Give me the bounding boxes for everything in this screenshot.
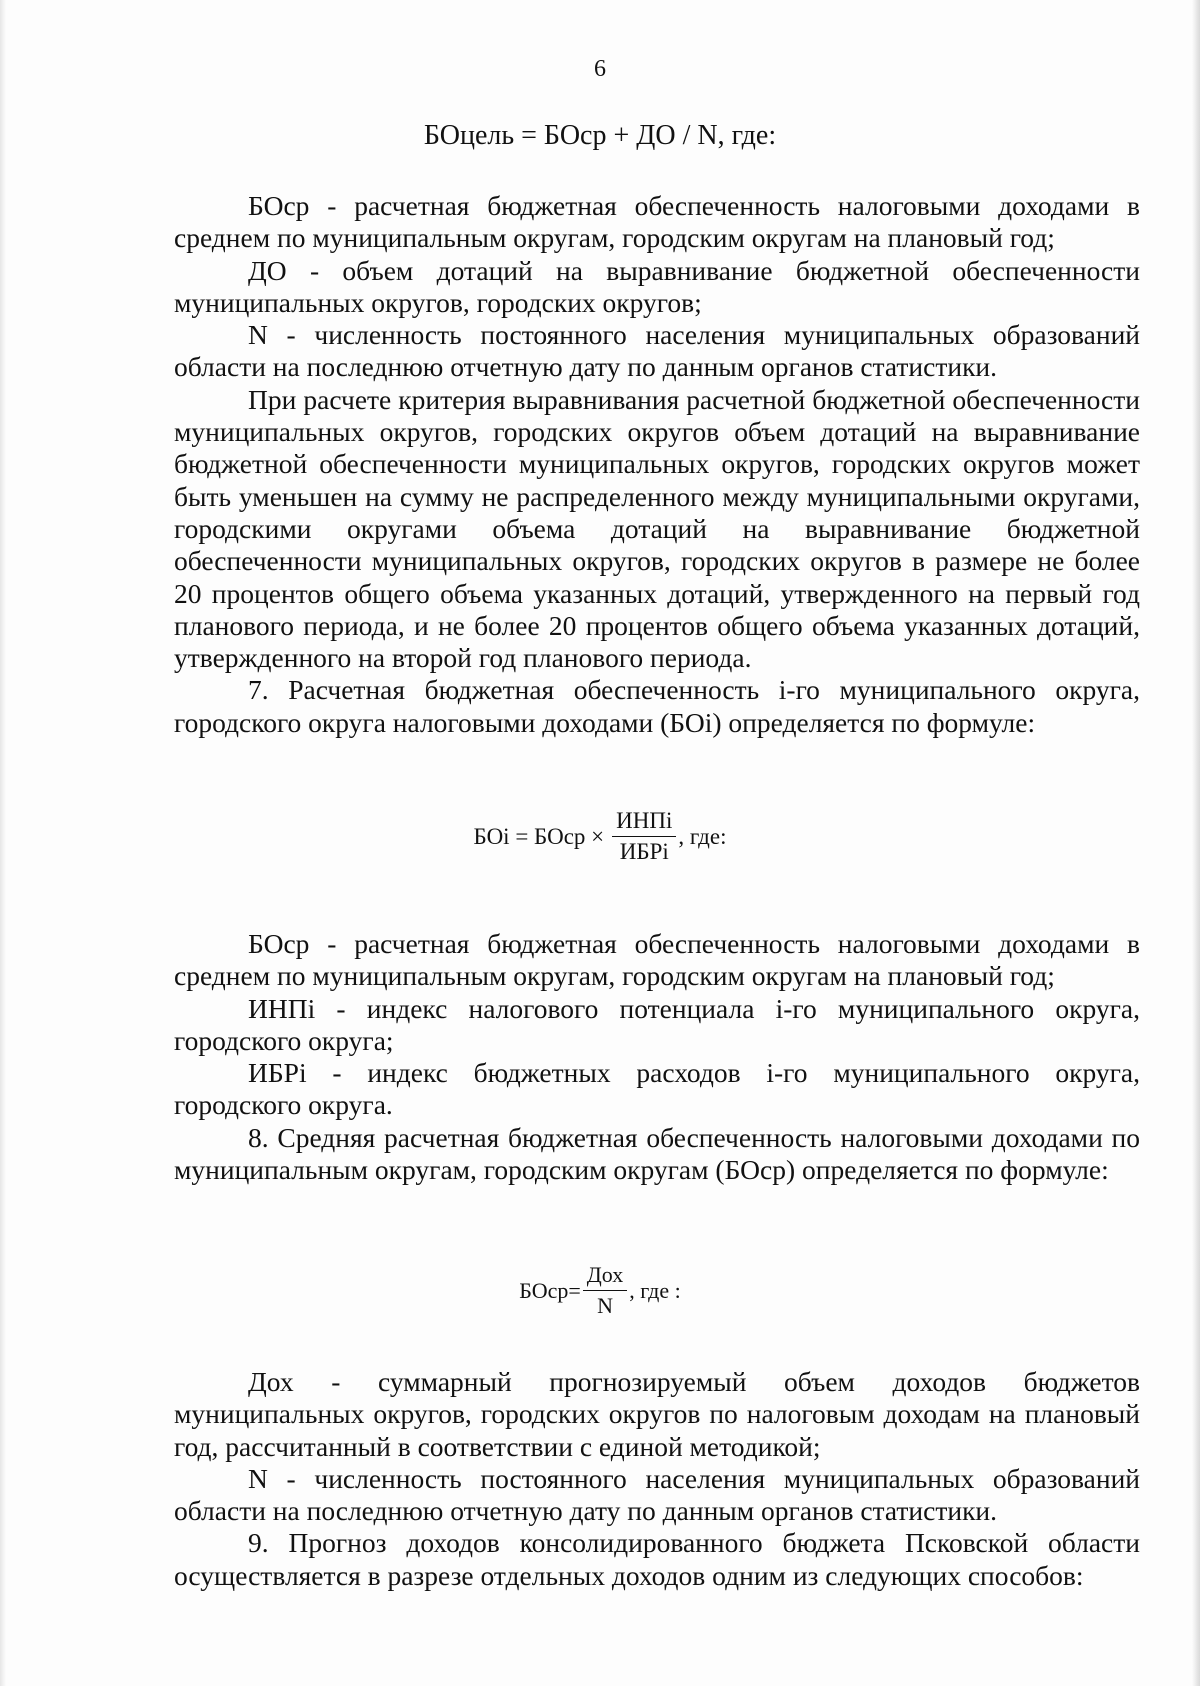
formula-bosr xyxy=(0,1262,1200,1319)
formula-boi xyxy=(0,808,1200,865)
paragraph: Дох - суммарный прогнозируемый объем доходов бюджетов муниципальных округов, городских округов по налоговым доходам на плановый год, рассчитанный в соответствии с единой методикой; xyxy=(174,1366,1140,1462)
paragraph: N - численность постоянного населения муниципальных образований области на последнюю отчетную дату по данным органов статистики. xyxy=(174,319,1140,383)
formula-target-provision-text: БОцель = БОср + ДО / N, где: xyxy=(423,120,777,151)
formula-bosr-left: БОср= xyxy=(519,1277,581,1303)
paragraph: При расчете критерия выравнивания расчетной бюджетной обеспеченности муниципальных округов, городских округов объем дотаций на выравнивание бюджетной обеспеченности муниципальных округов, городских округов может быть уменьшен на сумму не распределенного между муниципальными округами, городскими округами объема дотаций на выравнивание бюджетной обеспеченности муниципальных округов, городских округов в размере не более 20 процентов общего объема указанных дотаций, утвержденного на первый год планового периода, и не более 20 процентов общего объема указанных дотаций, утвержденного на второй год планового периода. xyxy=(174,383,1140,674)
definitions-block-1 xyxy=(174,190,1140,739)
paragraph: БОср - расчетная бюджетная обеспеченность налоговыми доходами в среднем по муниципальным округам, городским округам на плановый год; xyxy=(174,928,1140,992)
paragraph: 7. Расчетная бюджетная обеспеченность i-го муниципального округа, городского округа налоговыми доходами (БОi) определяется по формуле: xyxy=(174,674,1140,738)
formula-boi-left: БОi = БОср × xyxy=(473,823,605,849)
formula-boi-suffix: , где: xyxy=(678,823,727,849)
formula-boi-fraction xyxy=(612,808,676,865)
formula-bosr-numerator: Дох xyxy=(583,1262,627,1291)
definitions-block-3 xyxy=(174,1366,1140,1592)
definitions-block-2 xyxy=(174,928,1140,1186)
formula-boi-denominator: ИБРi xyxy=(619,839,669,864)
paragraph: 8. Средняя расчетная бюджетная обеспеченность налоговыми доходами по муниципальным округам, городским округам (БОср) определяется по формуле: xyxy=(174,1121,1140,1186)
paragraph: N - численность постоянного населения муниципальных образований области на последнюю отчетную дату по данным органов статистики. xyxy=(174,1462,1140,1527)
formula-bosr-suffix: , где : xyxy=(629,1277,681,1303)
paragraph: ИБРi - индекс бюджетных расходов i-го муниципального округа, городского округа. xyxy=(174,1057,1140,1121)
paragraph: ДО - объем дотаций на выравнивание бюджетной обеспеченности муниципальных округов, городских округов; xyxy=(174,254,1140,318)
formula-boi-numerator: ИНПi xyxy=(612,808,676,837)
paragraph: БОср - расчетная бюджетная обеспеченность налоговыми доходами в среднем по муниципальным округам, городским округам на плановый год; xyxy=(174,190,1140,254)
page-number: 6 xyxy=(594,56,606,82)
paragraph: 9. Прогноз доходов консолидированного бюджета Псковской области осуществляется в разрезе отдельных доходов одним из следующих способов: xyxy=(174,1527,1140,1591)
formula-bosr-fraction xyxy=(583,1262,627,1319)
paragraph: ИНПi - индекс налогового потенциала i-го муниципального округа, городского округа; xyxy=(174,992,1140,1056)
formula-bosr-denominator: N xyxy=(597,1293,613,1318)
formula-target-provision xyxy=(0,120,1200,152)
